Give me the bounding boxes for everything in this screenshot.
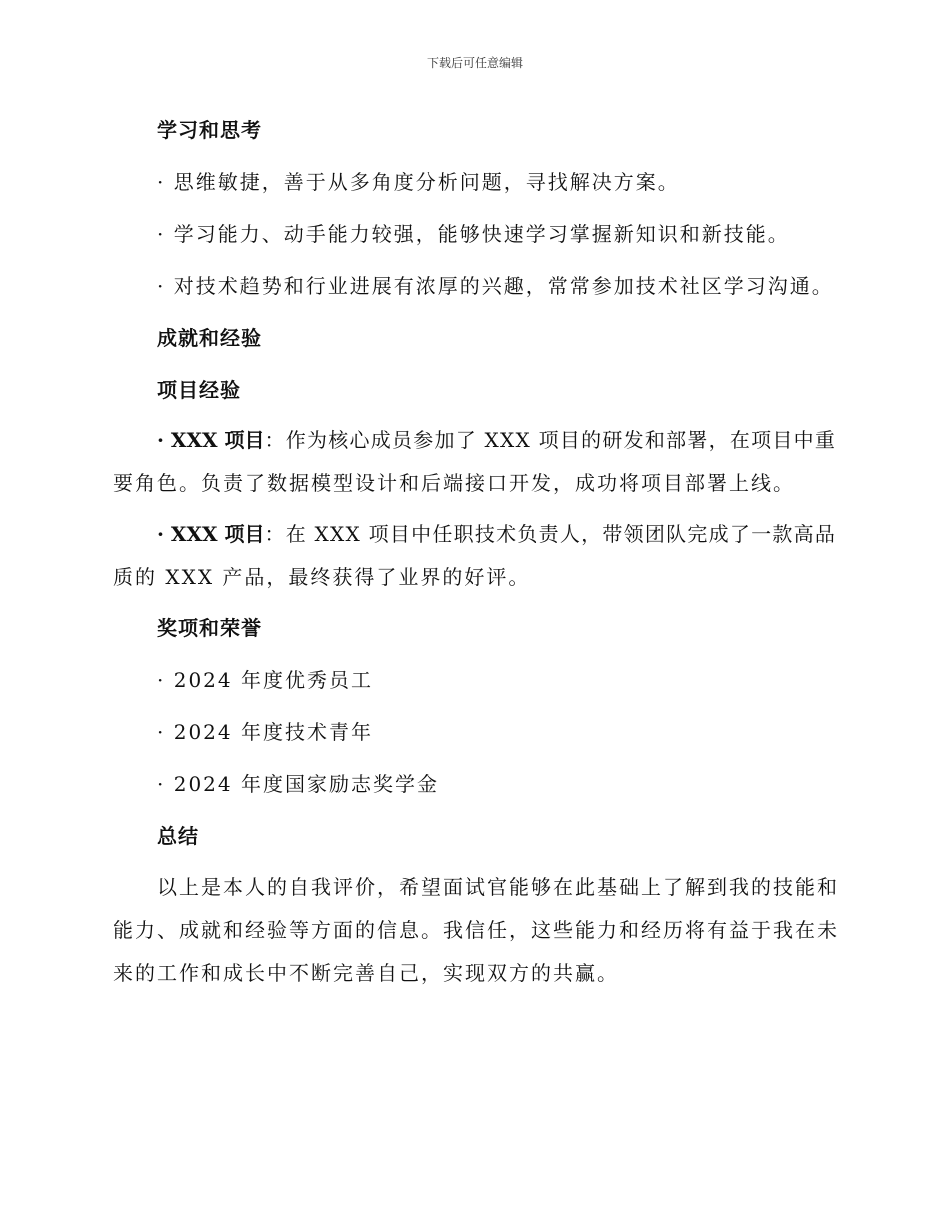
project-item-1-line1 xyxy=(157,424,836,453)
project-item-2-lead: · XXX 项目 xyxy=(157,522,265,546)
bullet-learning-2: · 学习能力、动手能力较强，能够快速学习掌握新知识和新技能。 xyxy=(157,222,790,246)
award-1: · 2024 年度优秀员工 xyxy=(157,668,373,692)
heading-learning: 学习和思考 xyxy=(157,118,262,142)
project-item-1-text: ：作为核心成员参加了 XXX 项目的研发和部署，在项目中重 xyxy=(264,428,837,452)
summary-line-3: 来的工作和成长中不断完善自己，实现双方的共赢。 xyxy=(113,961,619,985)
project-item-2-line1 xyxy=(157,518,836,547)
summary-line-1: 以上是本人的自我评价，希望面试官能够在此基础上了解到我的技能和 xyxy=(157,875,839,899)
heading-achievements: 成就和经验 xyxy=(157,326,262,350)
summary-line-2: 能力、成就和经验等方面的信息。我信任，这些能力和经历将有益于我在未 xyxy=(113,918,839,942)
award-2: · 2024 年度技术青年 xyxy=(157,720,373,744)
bullet-learning-3: · 对技术趋势和行业进展有浓厚的兴趣，常常参加技术社区学习沟通。 xyxy=(157,274,834,298)
header-note: 下载后可任意编辑 xyxy=(426,56,523,70)
project-item-1-lead: · XXX 项目 xyxy=(157,428,265,452)
heading-awards: 奖项和荣誉 xyxy=(157,616,262,640)
heading-summary: 总结 xyxy=(157,824,199,848)
bullet-learning-1: · 思维敏捷，善于从多角度分析问题，寻找解决方案。 xyxy=(157,170,680,194)
project-item-1-line2: 要角色。负责了数据模型设计和后端接口开发，成功将项目部署上线。 xyxy=(113,471,795,495)
award-3: · 2024 年度国家励志奖学金 xyxy=(157,772,439,796)
heading-projects: 项目经验 xyxy=(157,378,241,402)
project-item-2-text: ：在 XXX 项目中任职技术负责人，带领团队完成了一款高品 xyxy=(264,522,837,546)
project-item-2-line2: 质的 XXX 产品，最终获得了业界的好评。 xyxy=(113,565,531,589)
